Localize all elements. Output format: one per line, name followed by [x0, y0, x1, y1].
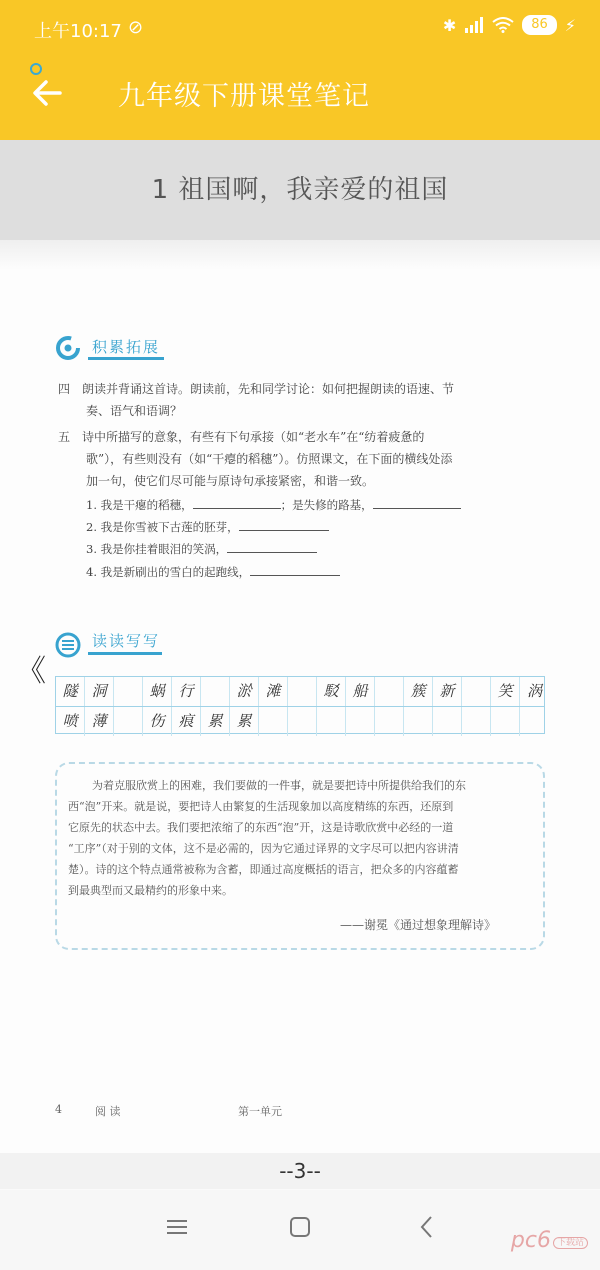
sync-off-icon: ⊘: [128, 17, 144, 38]
grid-cell: 隧: [56, 677, 85, 706]
word-grid-row-1: [56, 677, 544, 706]
grid-cell: 涡: [526, 682, 542, 700]
smile-icon: [30, 63, 42, 75]
battery-indicator: 86: [522, 15, 557, 35]
grid-cell: 痕: [172, 707, 201, 736]
grid-cell: [317, 707, 346, 736]
grid-cell: 喷: [56, 707, 85, 736]
question-5-line3: 加一句，使它们尽可能与原诗句承接紧密，和谐一致。: [86, 474, 375, 488]
grid-cell: [404, 707, 433, 736]
grid-cell: [201, 677, 230, 706]
grid-cell: 笑: [491, 677, 520, 706]
grid-cell: 伤: [143, 707, 172, 736]
bluetooth-icon: ✱: [442, 15, 457, 35]
blank-item-3: 3. 我是你挂着眼泪的笑涡，: [86, 541, 317, 557]
grid-cell: [462, 677, 491, 706]
grid-cell: 累: [201, 707, 230, 736]
grid-cell: [114, 707, 143, 736]
grid-cell: [491, 707, 520, 736]
footer-book: 阅 读: [95, 1105, 121, 1118]
app-title: 九年级下册课堂笔记: [118, 81, 370, 112]
prev-page-arrow[interactable]: 《: [16, 654, 46, 689]
charging-icon: ⚡: [564, 15, 576, 35]
grid-cell: [462, 707, 491, 736]
grid-cell: [288, 707, 317, 736]
grid-cell: 新: [433, 677, 462, 706]
grid-cell: 簇: [404, 677, 433, 706]
blank-item-2: 2. 我是你雪被下古莲的胚芽，: [86, 519, 329, 535]
quote-text: 为着克服欣赏上的困难，我们要做的一件事，就是要把诗中所提供给我们的东 西“泡”开来。就是说，要把诗人由繁复的生活现象加以高度精练的东西，还原到 它原先的状态中去。我们要把浓缩了的东西“泡”开，这是诗歌欣赏中必经的一道 “工序”（对于别的文体，这不是必需的，因为它通过译界的文字尽可以把内容讲清 楚）。诗的这个特点通常被称为含蓄，即通过高度概括的语言，把众多的内容蕴蓄 到最典型而又最精约的形象中来。: [68, 779, 466, 897]
grid-cell: [288, 677, 317, 706]
grid-cell: [346, 707, 375, 736]
footer-page-number: 4: [55, 1103, 62, 1116]
grid-cell: 淤: [230, 677, 259, 706]
grid-cell: 行: [172, 677, 201, 706]
blank-item-1: 1. 我是干瘪的稻穗， ；是失修的路基，: [86, 497, 461, 513]
grid-cell: 薄: [85, 707, 114, 736]
page-indicator: --3--: [0, 1153, 600, 1189]
question-4-line1: 四 朗读并背诵这首诗。朗读前，先和同学讨论：如何把握朗读的语速、节: [58, 382, 455, 396]
word-grid-row-2: [56, 706, 544, 735]
blank-item-4: 4. 我是新刷出的雪白的起跑线，: [86, 564, 340, 580]
grid-cell: 船: [346, 677, 375, 706]
question-5-line2: 歌”），有些则没有（如“干瘪的稻穗”）。仿照课文，在下面的横线处添: [86, 452, 453, 466]
lesson-title-band: [0, 140, 600, 240]
grid-cell: 蜗: [143, 677, 172, 706]
watermark-logo: pc6 下载站: [511, 1228, 588, 1253]
section-read-write-label: 读读写写: [92, 632, 161, 650]
question-5-line1: 五 诗中所描写的意象，有些有下句承接（如“老水车”在“纺着疲惫的: [58, 430, 425, 444]
grid-cell: [259, 707, 288, 736]
section-accumulate-icon: [55, 335, 81, 361]
word-grid: [55, 676, 545, 734]
grid-cell: [375, 707, 404, 736]
status-icons: [443, 15, 576, 35]
status-bar: [0, 0, 600, 56]
question-4-line2: 奏、语气和语调？: [86, 404, 183, 418]
grid-cell: [520, 707, 549, 736]
footer-unit: 第一单元: [238, 1105, 282, 1118]
home-icon[interactable]: [285, 1212, 315, 1242]
menu-icon[interactable]: [162, 1212, 192, 1242]
back-icon[interactable]: [412, 1212, 442, 1242]
wifi-icon: [492, 17, 514, 33]
lesson-title: 1 祖国啊，我亲爱的祖国: [151, 175, 449, 205]
app-bar: [0, 0, 600, 140]
grid-cell: 滩: [259, 677, 288, 706]
signal-icon: [464, 17, 484, 33]
grid-cell: [375, 677, 404, 706]
grid-cell: 駁: [317, 677, 346, 706]
grid-cell: 洞: [85, 677, 114, 706]
grid-cell: [433, 707, 462, 736]
back-arrow-icon[interactable]: [30, 76, 64, 110]
grid-cell: [114, 677, 143, 706]
quote-source: ——谢冕《通过想象理解诗》: [340, 918, 497, 932]
section-read-write-icon: [55, 632, 81, 658]
section-accumulate-label: 积累拓展: [92, 338, 161, 356]
status-time: 上午10:17: [34, 21, 122, 42]
grid-cell: 累: [230, 707, 259, 736]
